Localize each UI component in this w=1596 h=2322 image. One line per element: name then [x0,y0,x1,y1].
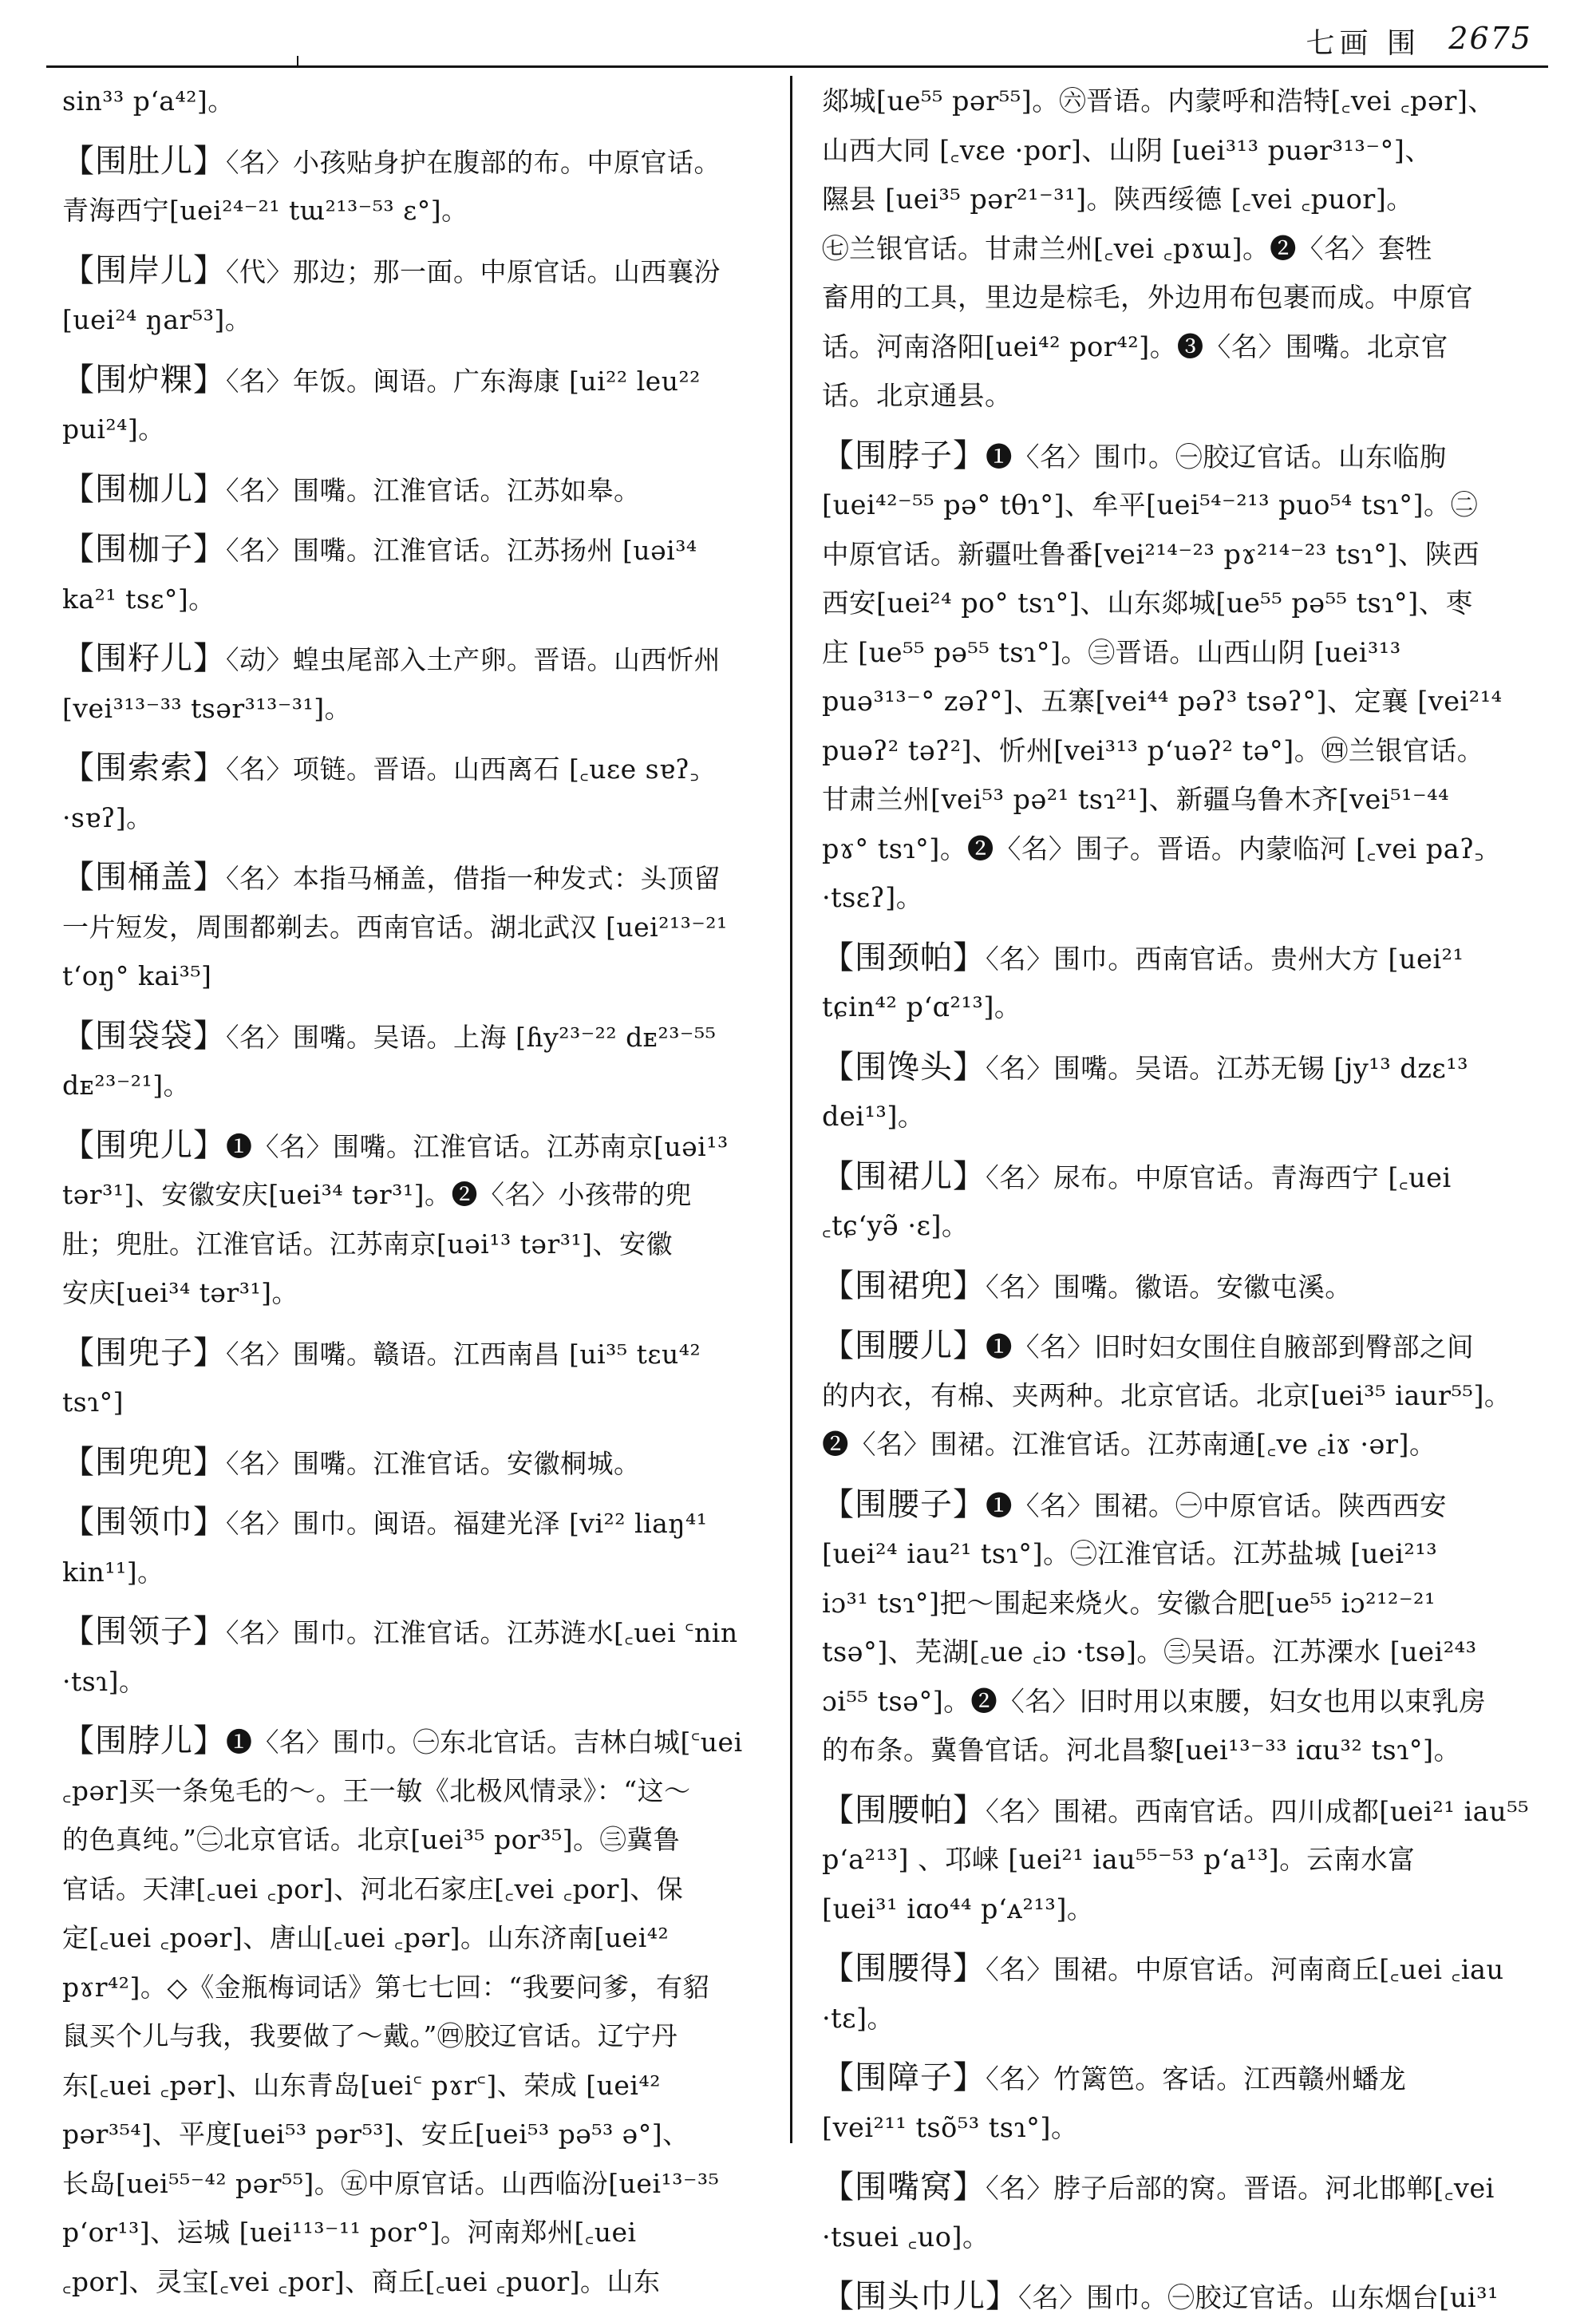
entry-line [822,77,1548,126]
definition-text: 〈名〉围巾。西南官话。贵州大方 [uei²¹ [986,943,1464,975]
definition-text: 〈名〉围巾。闽语。福建光泽 [vi²² liaŋ⁴¹ [226,1508,708,1539]
headword: 【围肚儿】 [62,142,226,180]
definition-text: ❶〈名〉围巾。㊀胶辽官话。山东临朐 [986,441,1447,473]
definition-text: pɤr⁴²]。◇《金瓶梅词话》第七七回：“我要问爹，有貂 [62,1971,710,2003]
definition-text: 〈名〉围嘴。江淮官话。江苏如皋。 [226,474,641,506]
definition-text: tsə°]、芜湖[꜀ue ꜀iɔ ·tsə]。㊂吴语。江苏溧水 [uei²⁴³ [822,1636,1477,1667]
headword: 【围脖子】 [822,437,986,474]
entry-continuation-line [62,951,764,1001]
definition-text: p‘a²¹³] 、邛崃 [uei²¹ iau⁵⁵⁻⁵³ p‘a¹³]。云南水富 [822,1844,1416,1875]
definition-text: [uei²⁴ ŋar⁵³]。 [62,304,252,335]
entry-continuation-line [62,1061,764,1110]
entry-line [62,1498,764,1548]
entry-continuation-line [62,1657,764,1707]
entry-line [62,77,764,126]
entry-continuation-line [822,579,1548,628]
definition-text: [uei⁴²⁻⁵⁵ pə° tθɿ°]、牟平[uei⁵⁴⁻²¹³ puo⁵⁴ tsɿ°]。㊁ [822,489,1479,520]
definition-text: 青海西宁[uei²⁴⁻²¹ tɯ²¹³⁻⁵³ ɛ°]。 [62,195,468,226]
entry-continuation-line [62,186,764,235]
right-column [822,77,1548,2322]
headword: 【围腰子】 [822,1485,986,1523]
definition-text: t‘oŋ° kai³⁵] [62,960,212,991]
entry-continuation-line [822,726,1548,776]
entry-continuation-line [62,1913,764,1963]
definition-text: 畜用的工具，里边是棕毛，外边用布包裹而成。中原官 [822,282,1473,313]
definition-text: 〈名〉尿布。中原官话。青海西宁 [꜀uei [986,1161,1452,1193]
definition-text: pər³⁵⁴]、平度[uei⁵³ pər⁵³]、安丘[uei⁵³ pə⁵³ ə°]、 [62,2118,689,2150]
entry-line [62,1121,764,1171]
definition-text: 〈名〉竹篱笆。客话。江西赣州蟠龙 [986,2063,1407,2095]
headword: 【围炉粿】 [62,361,226,398]
headword: 【围枷儿】 [62,470,226,508]
entry-continuation-line [62,793,764,843]
entry-line [62,137,764,187]
entry-line [822,2054,1548,2103]
entry-line [822,1043,1548,1093]
entry-line [822,1153,1548,1202]
section-title: 七画 围 [1306,27,1420,60]
definition-text: ❶〈名〉旧时妇女围住自腋部到臀部之间 [986,1331,1474,1363]
headword: 【围障子】 [822,2059,986,2096]
headword: 【围领子】 [62,1613,226,1650]
definition-text: 甘肃兰州[vei⁵³ pə²¹ tsɿ²¹]、新疆乌鲁木齐[vei⁵¹⁻⁴⁴ [822,784,1449,815]
entry-line [822,432,1548,481]
definition-text: [vei³¹³⁻³³ tsər³¹³⁻³¹]。 [62,692,352,724]
definition-text: 话。河南洛阳[uei⁴² por⁴²]。❸〈名〉围嘴。北京官 [822,330,1448,362]
definition-text: ·tɛ]。 [822,2002,895,2034]
definition-text: 中原官话。新疆吐鲁番[vei²¹⁴⁻²³ pɤ²¹⁴⁻²³ tsɿ°]、陕西 [822,538,1479,570]
headword: 【围枷子】 [62,531,226,568]
entry-continuation-line [822,873,1548,923]
definition-text: kin¹¹]。 [62,1556,164,1588]
definition-text: 〈名〉围嘴。徽语。安徽屯溪。 [986,1271,1353,1303]
definition-text: 〈名〉本指马桶盖，借指一种发式：头顶留 [226,863,721,894]
definition-text: puəʔ² təʔ²]、忻州[vei³¹³ p‘uəʔ² tə°]。㊃兰银官话。 [822,734,1484,766]
definition-text: tɕin⁴² p‘ɑ²¹³]。 [822,991,1021,1023]
entry-continuation-line [822,2103,1548,2153]
entry-line [822,934,1548,983]
definition-text: 话。北京通县。 [822,380,1012,411]
entry-line [822,1262,1548,1311]
entry-continuation-line [822,1092,1548,1141]
definition-text: ❶〈名〉围裙。㊀中原官话。陕西西安 [986,1489,1447,1521]
definition-text: 〈名〉小孩贴身护在腹部的布。中原官话。 [226,146,721,178]
entry-line [62,247,764,296]
entry-line [822,1322,1548,1371]
entry-continuation-line [62,2061,764,2110]
entry-continuation-line [822,481,1548,530]
definition-text: 长岛[uei⁵⁵⁻⁴² pər⁵⁵]。㊄中原官话。山西临汾[uei¹³⁻³⁵ [62,2167,720,2199]
definition-text: puə³¹³⁻° zəʔ°]、五寨[vei⁴⁴ pəʔ³ tsəʔ°]、定襄 [vei²¹⁴ [822,686,1503,717]
definition-text: ka²¹ tsɛ°]。 [62,583,215,615]
definition-text: 〈名〉围嘴。江淮官话。江苏扬州 [uəi³⁴ [226,535,697,566]
definition-text: dei¹³]。 [822,1101,925,1132]
entry-continuation-line [822,273,1548,322]
definition-text: 一片短发，周围都剃去。西南官话。湖北武汉 [uei²¹³⁻²¹ [62,911,728,943]
definition-text: 〈代〉那边；那一面。中原官话。山西襄汾 [226,255,721,287]
entry-continuation-line [822,1677,1548,1727]
definition-text: iɔ³¹ tsɿ°]把～围起来烧火。安徽合肥[ue⁵⁵ iɔ²¹²⁻²¹ [822,1587,1436,1619]
entry-continuation-line [822,1420,1548,1470]
entry-line [62,1717,764,1766]
entry-continuation-line [822,677,1548,726]
headword: 【围头巾儿】 [822,2278,1018,2315]
definition-text: ·tsuei ꜀uo]。 [822,2221,990,2253]
entry-continuation-line [822,1579,1548,1628]
headword: 【围腰儿】 [822,1327,986,1364]
headword: 【围籽儿】 [62,640,226,677]
entry-continuation-line [62,2257,764,2307]
entry-continuation-line [822,126,1548,176]
definition-text: sin³³ p‘a⁴²]。 [62,85,235,117]
definition-text: 的布条。冀鲁官话。河北昌黎[uei¹³⁻³³ iɑu³² tsɿ°]。 [822,1735,1461,1766]
definition-text: [vei²¹¹ tsõ⁵³ tsɿ°]。 [822,2111,1078,2143]
entry-continuation-line [822,1994,1548,2043]
entry-continuation-line [62,2110,764,2159]
entry-continuation-line [822,1529,1548,1579]
definition-text: 〈名〉围巾。㊀胶辽官话。山东烟台[ui³¹ [1018,2282,1499,2313]
entry-continuation-line [822,371,1548,421]
definition-text: 的内衣，有棉、夹两种。北京官话。北京[uei³⁵ iaur⁵⁵]。 [822,1379,1511,1411]
entry-continuation-line [62,1963,764,2012]
headword: 【围岸儿】 [62,251,226,289]
header-rule [46,65,1548,68]
entry-continuation-line [62,2208,764,2257]
definition-text: ㊆兰银官话。甘肃兰州[꜀vei ꜀pɤɯ]。❷〈名〉套牲 [822,232,1433,264]
definition-text: 官话。天津[꜀uei ꜀por]、河北石家庄[꜀vei ꜀por]、保 [62,1873,684,1905]
entry-continuation-line [822,1885,1548,1934]
entry-continuation-line [822,775,1548,825]
entry-line [822,1786,1548,1836]
headword: 【围裙兜】 [822,1267,986,1304]
entry-continuation-line [62,1220,764,1269]
entry-continuation-line [822,2213,1548,2262]
headword: 【围脖儿】 [62,1723,226,1759]
headword: 【围袋袋】 [62,1017,226,1054]
definition-text: ❷〈名〉围裙。江淮官话。江苏南通[꜀ve ꜀iɤ ·ər]。 [822,1429,1436,1460]
definition-text: 东[꜀uei ꜀pər]、山东青岛[uei꜂ pɤr꜂]、荣成 [uei⁴² [62,2069,661,2101]
entry-line [822,2163,1548,2213]
entry-line [62,356,764,405]
entry-continuation-line [62,405,764,454]
definition-text: ·tsɛʔ]。 [822,882,923,913]
definition-text: 〈名〉围巾。江淮官话。江苏涟水[꜀uei ꜂nin [226,1617,738,1648]
headword: 【围裙儿】 [822,1157,986,1195]
definition-text: 隰县 [uei³⁵ pər²¹⁻³¹]。陕西绥德 [꜀vei ꜀puor]。 [822,184,1414,215]
definition-text: 山西大同 [꜀vɛe ·por]、山阴 [uei³¹³ puər³¹³⁻°]、 [822,134,1432,166]
headword: 【围嘴窝】 [822,2169,986,2205]
definition-text: [uei²⁴ iau²¹ tsɿ°]。㊁江淮官话。江苏盐城 [uei²¹³ [822,1538,1438,1569]
entry-continuation-line [822,1835,1548,1885]
column-divider [790,76,792,2143]
definition-text: 〈名〉围嘴。吴语。江苏无锡 [jy¹³ dzɛ¹³ [986,1052,1469,1084]
definition-text: pɤ° tsɿ°]。❷〈名〉围子。晋语。内蒙临河 [꜀vei paʔ꜆ [822,833,1484,864]
definition-text: ❶〈名〉围巾。㊀东北官话。吉林白城[꜂uei [226,1727,743,1758]
headword: 【围腰帕】 [822,1791,986,1829]
headword: 【围兜儿】 [62,1126,226,1164]
headword: 【围兜兜】 [62,1443,226,1481]
definition-text: pui²⁴]。 [62,413,165,445]
headword: 【围索索】 [62,750,226,786]
definition-text: 〈名〉围裙。中原官话。河南商丘[꜀uei ꜀iau [986,1954,1504,1985]
entry-continuation-line [62,1815,764,1865]
entry-continuation-line [62,2011,764,2061]
definition-text: 的色真纯。”㊁北京官话。北京[uei³⁵ por³⁵]。㊂冀鲁 [62,1824,681,1855]
entry-continuation-line [62,295,764,345]
definition-text: tsɿ°] [62,1386,124,1418]
entry-continuation-line [62,1170,764,1220]
entry-continuation-line [822,983,1548,1032]
definition-text: [uei³¹ iɑo⁴⁴ p‘ᴀ²¹³]。 [822,1893,1094,1924]
entry-continuation-line [62,1378,764,1427]
entry-line [62,1012,764,1062]
definition-text: ꜀por]、灵宝[꜀vei ꜀por]、商丘[꜀uei ꜀puor]。山东 [62,2265,661,2297]
definition-text: 西安[uei²⁴ po° tsɿ°]、山东郯城[ue⁵⁵ pə⁵⁵ tsɿ°]、枣 [822,587,1473,619]
headword: 【围桶盖】 [62,859,226,896]
entry-line [822,1944,1548,1994]
definition-text: ɔi⁵⁵ tsə°]。❷〈名〉旧时用以束腰，妇女也用以束乳房 [822,1685,1487,1717]
definition-text: 〈名〉年饭。闽语。广东海康 [ui²² leu²² [226,365,701,397]
definition-text: 〈动〉蝗虫尾部入土产卵。晋语。山西忻州 [226,644,721,675]
entry-line [62,1438,764,1488]
entry-continuation-line [62,575,764,624]
entry-continuation-line [822,1201,1548,1251]
entry-line [62,1329,764,1379]
entry-continuation-line [822,825,1548,874]
entry-line [62,853,764,903]
definition-text: 定[꜀uei ꜀poər]、唐山[꜀uei ꜀pər]。山东济南[uei⁴² [62,1922,670,1953]
definition-text: 〈名〉围裙。西南官话。四川成都[uei²¹ iau⁵⁵ [986,1795,1530,1827]
entry-continuation-line [822,1371,1548,1421]
definition-text: ❶〈名〉围嘴。江淮官话。江苏南京[uəi¹³ [226,1130,729,1162]
headword: 【围腰得】 [822,1950,986,1987]
entry-line [822,2273,1548,2322]
entry-continuation-line [822,1628,1548,1677]
definition-text: ·sɐʔ]。 [62,801,153,833]
definition-text: 〈名〉脖子后部的窝。晋语。河北邯郸[꜀vei [986,2173,1495,2204]
page-number: 2675 [1448,21,1532,56]
definition-text: 〈名〉项链。晋语。山西离石 [꜀uɛe sɐʔ꜆ [226,754,700,785]
entry-line [62,1608,764,1657]
entry-continuation-line [62,684,764,734]
definition-text: 〈名〉围嘴。吴语。上海 [ɦy²³⁻²² dᴇ²³⁻⁵⁵ [226,1021,717,1053]
entry-continuation-line [822,322,1548,372]
headword: 【围领巾】 [62,1504,226,1541]
definition-text: ꜀pər]买一条兔毛的～。王一敏《北极风情录》：“这～ [62,1774,691,1806]
entry-line [62,744,764,793]
header-rule-tick [297,56,298,67]
definition-text: tər³¹]、安徽安庆[uei³⁴ tər³¹]。❷〈名〉小孩带的兜 [62,1179,692,1210]
entry-continuation-line [822,175,1548,224]
entry-continuation-line [62,903,764,952]
definition-text: 〈名〉围嘴。赣语。江西南昌 [ui³⁵ tɛu⁴² [226,1338,701,1370]
entry-continuation-line [62,1548,764,1597]
entry-line [822,1481,1548,1530]
entry-continuation-line [62,2159,764,2209]
definition-text: 肚；兜肚。江淮官话。江苏南京[uəi¹³ tər³¹]、安徽 [62,1228,674,1260]
definition-text: ·tsɿ]。 [62,1665,146,1697]
entry-line [62,465,764,515]
entry-line [62,635,764,684]
entry-continuation-line [62,1766,764,1816]
entry-continuation-line [62,1268,764,1318]
entry-continuation-line [822,1726,1548,1775]
definition-text: 〈名〉围嘴。江淮官话。安徽桐城。 [226,1447,641,1479]
entry-continuation-line [822,224,1548,274]
definition-text: dᴇ²³⁻²¹]。 [62,1070,191,1101]
left-column [62,77,764,2306]
definition-text: 安庆[uei³⁴ tər³¹]。 [62,1277,299,1308]
entry-continuation-line [822,530,1548,580]
definition-text: 鼠买个儿与我，我要做了～戴。”㊃胶辽官话。辽宁丹 [62,2020,678,2051]
page-header [0,0,1596,64]
definition-text: 庄 [ue⁵⁵ pə⁵⁵ tsɿ°]。㊂晋语。山西山阴 [uei³¹³ [822,636,1401,668]
headword: 【围馋头】 [822,1048,986,1086]
definition-text: p‘or¹³]、运城 [uei¹¹³⁻¹¹ por°]。河南郑州[꜀uei [62,2217,637,2248]
entry-line [62,525,764,575]
headword: 【围颈帕】 [822,939,986,976]
headword: 【围兜子】 [62,1334,226,1371]
entry-continuation-line [62,1865,764,1914]
entry-continuation-line [822,628,1548,678]
definition-text: 郯城[ue⁵⁵ pər⁵⁵]。㊅晋语。内蒙呼和浩特[꜀vei ꜀pər]、 [822,85,1495,117]
definition-text: ꜀tɕ‘yə̃ ·ɛ]。 [822,1210,969,1241]
